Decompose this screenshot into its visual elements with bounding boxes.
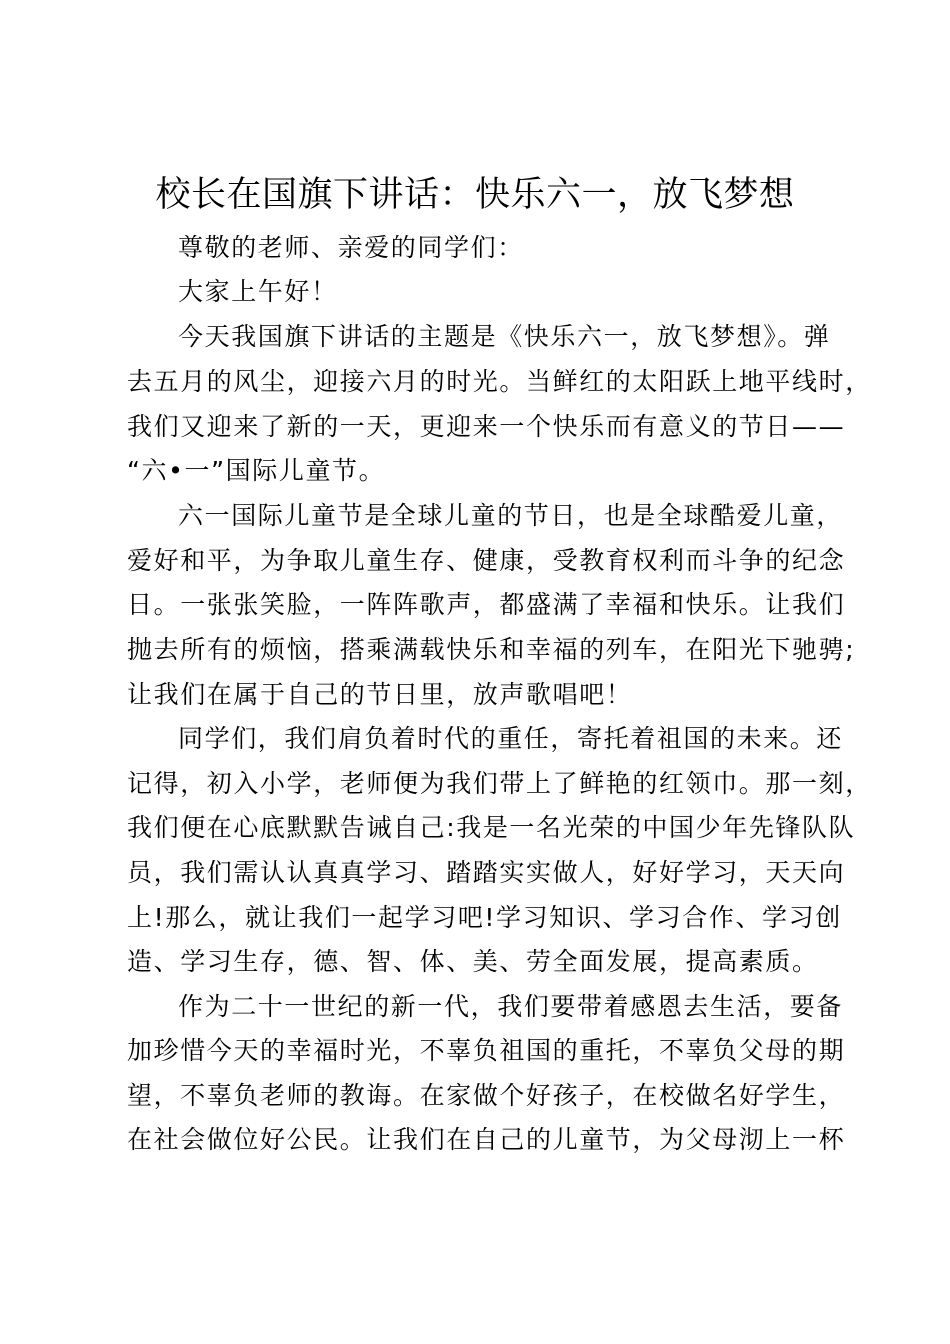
paragraph-line: 抛去所有的烦恼，搭乘满载快乐和幸福的列车，在阳光下驰骋; — [127, 635, 856, 664]
paragraph-line: 加珍惜今天的幸福时光，不辜负祖国的重托，不辜负父母的期 — [127, 1036, 846, 1065]
paragraph-line: 作为二十一世纪的新一代，我们要带着感恩去生活，要备 — [178, 992, 844, 1021]
paragraph-line: 同学们，我们肩负着时代的重任，寄托着祖国的未来。还 — [178, 724, 844, 753]
paragraph-line: 让我们在属于自己的节日里，放声歌唱吧！ — [127, 680, 633, 709]
paragraph-line: 造、学习生存，德、智、体、美、劳全面发展，提高素质。 — [127, 947, 819, 976]
paragraph-line: 望，不辜负老师的教诲。在家做个好孩子，在校做名好学生， — [127, 1081, 846, 1110]
paragraph-line: 日。一张张笑脸，一阵阵歌声，都盛满了幸福和快乐。让我们 — [127, 590, 846, 619]
paragraph-line: 上!那么，就让我们一起学习吧!学习知识、学习合作、学习创 — [127, 903, 842, 932]
paragraph-line: 员，我们需认认真真学习、踏踏实实做人，好好学习，天天向 — [127, 858, 846, 887]
paragraph-line: 今天我国旗下讲话的主题是《快乐六一，放飞梦想》。弹 — [178, 322, 831, 351]
paragraph-line: “六•一”国际儿童节。 — [127, 456, 386, 485]
paragraph-line: 我们又迎来了新的一天，更迎来一个快乐而有意义的节日—— — [127, 412, 846, 441]
paragraph-line: 六一国际儿童节是全球儿童的节日，也是全球酷爱儿童， — [178, 501, 844, 530]
document-title: 校长在国旗下讲话：快乐六一，放飞梦想 — [155, 175, 795, 215]
paragraph-line: 在社会做位好公民。让我们在自己的儿童节，为父母沏上一杯 — [127, 1125, 846, 1154]
paragraph-line: 记得，初入小学，老师便为我们带上了鲜艳的红领巾。那一刻， — [127, 769, 872, 798]
greeting-line: 大家上午好！ — [178, 277, 338, 306]
paragraph-line: 爱好和平，为争取儿童生存、健康，受教育权利而斗争的纪念 — [127, 546, 846, 575]
paragraph-line: 我们便在心底默默告诫自己:我是一名光荣的中国少年先锋队队 — [127, 813, 856, 842]
salutation-line: 尊敬的老师、亲爱的同学们： — [178, 233, 524, 262]
paragraph-line: 去五月的风尘，迎接六月的时光。当鲜红的太阳跃上地平线时， — [127, 367, 872, 396]
